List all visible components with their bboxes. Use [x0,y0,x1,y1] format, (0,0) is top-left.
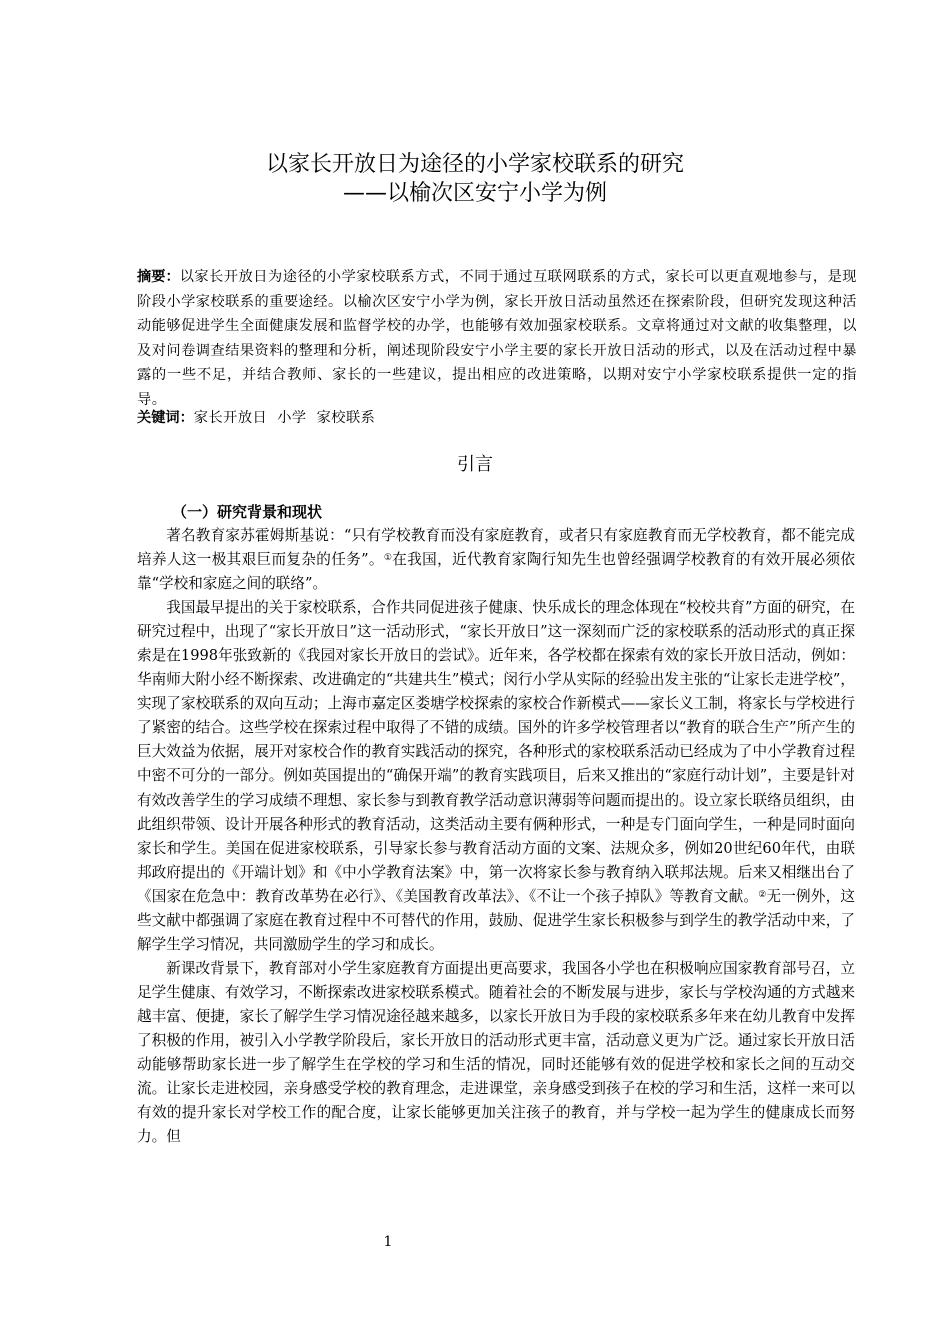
paragraph-text: 在我国，近代教育家陶行知先生也曾经强调学校教育的有效开展必须依靠“学校和家庭之间的联络”。 [137,551,855,593]
keyword-item: 家长开放日 [193,410,268,426]
body-text [137,524,855,1149]
keyword-item: 小学 [277,410,307,426]
title-main: 以家长开放日为途径的小学家校联系的研究 [265,152,684,177]
abstract-text: 以家长开放日为途径的小学家校联系方式，不同于通过互联网联系的方式，家长可以更直观地参与，是现阶段小学家校联系的重要途经。以榆次区安宁小学为例，家长开放日活动虽然还在探索阶段，但研究发现这种活动能够促进学生全面健康发展和监督学校的办学，也能够有效加强家校联系。文章将通过对文献的收集整理，以及对问卷调查结果资料的整理和分析，阐述现阶段安宁小学主要的家长开放日活动的形式，以及在活动过程中暴露的一些不足，并结合教师、家长的一些建议，提出相应的改进策略，以期对安宁小学家校联系提供一定的指导。 [137,269,857,408]
abstract [137,265,857,412]
subsection-heading: （一）研究背景和现状 [172,503,323,521]
keyword-item: 家校联系 [316,410,376,426]
title-subtitle: ——以榆次区安宁小学为例 [342,181,607,206]
keywords-label: 关键词： [137,410,194,426]
footnote-marker[interactable]: ① [383,553,393,564]
abstract-label: 摘要： [137,269,180,285]
paragraph [137,957,855,1149]
keywords [137,406,857,431]
paragraph [137,524,855,596]
paragraph-text: 无一例外，这些文献中都强调了家庭在教育过程中不可替代的作用，鼓励、促进学生家长积极参与到学生的教学活动中来，了解学生学习情况，共同激励学生的学习和成长。 [137,887,855,953]
paragraph-text: 新课改背景下，教育部对小学生家庭教育方面提出更高要求，我国各小学也在积极响应国家教育部号召，立足学生健康、有效学习，不断探索改进家校联系模式。随着社会的不断发展与进步，家长与学校沟通的方式越来越丰富、便捷，家长了解学生学习情况途径越来越多，以家长开放日为手段的家校联系多年来在幼儿教育中发挥了积极的作用，被引入小学教学阶段后，家长开放日的活动形式更丰富，活动意义更为广泛。通过家长开放日活动能够帮助家长进一步了解学生在学校的学习和生活的情况，同时还能够有效的促进学校和家长之间的互动交流。让家长走进校园，亲身感受学校的教育理念，走进课堂，亲身感受到孩子在校的学习和生活，这样一来可以有效的提升家长对学校工作的配合度，让家长能够更加关注孩子的教育，并与学校一起为学生的健康成长而努力。但 [137,959,855,1146]
paragraph-text: 我国最早提出的关于家校联系，合作共同促进孩子健康、快乐成长的理念体现在“校校共育”方面的研究，在研究过程中，出现了“家长开放日”这一活动形式，“家长开放日”这一深刻而广泛的家校联系的活动形式的真正探索是在1998年张致新的《我园对家长开放日的尝试》。近年来，各学校都在探索有效的家长开放日活动，例如：华南师大附小经不断探索、改进确定的“共建共生”模式；闵行小学从实际的经验出发主张的“让家长走进学校”，实现了家校联系的双向互动；上海市嘉定区娄塘学校探索的家校合作新模式——家长义工制，将家长与学校进行了紧密的结合。这些学校在探索过程中取得了不错的成绩。国外的许多学校管理者以“教育的联合生产”所产生的巨大效益为依据，展开对家校合作的教育实践活动的探究，各种形式的家校联系活动已经成为了中小学教育过程中密不可分的一部分。例如英国提出的“确保开端”的教育实践项目，后来又推出的“家庭行动计划”，主要是针对有效改善学生的学习成绩不理想、家长参与到教育教学活动意识薄弱等问题而提出的。设立家长联络员组织，由此组织带领、设计开展各种形式的教育活动，这类活动主要有俩种形式，一种是专门面向学生，一种是同时面向家长和学生。美国在促进家校联系，引导家长参与教育活动方面的文案、法规众多，例如20世纪60年代，由联邦政府提出的《开端计划》和《中小学教育法案》中，第一次将家长参与教育纳入联邦法规。后来又相继出台了《国家在危急中：教育改革势在必行》、《美国教育改革法》、《不让一个孩子掉队》等教育文献。 [137,599,855,905]
paragraph-text: 著名教育家苏霍姆斯基说：“只有学校教育而没有家庭教育，或者只有家庭教育而无学校教育，都不能完成培养人这一极其艰巨而复杂的任务”。 [137,527,855,569]
footnote-marker[interactable]: ② [758,889,767,900]
paper-title [0,150,950,208]
section-title-introduction: 引言 [457,454,493,475]
page-number: 1 [383,1234,393,1250]
paragraph [137,596,855,957]
